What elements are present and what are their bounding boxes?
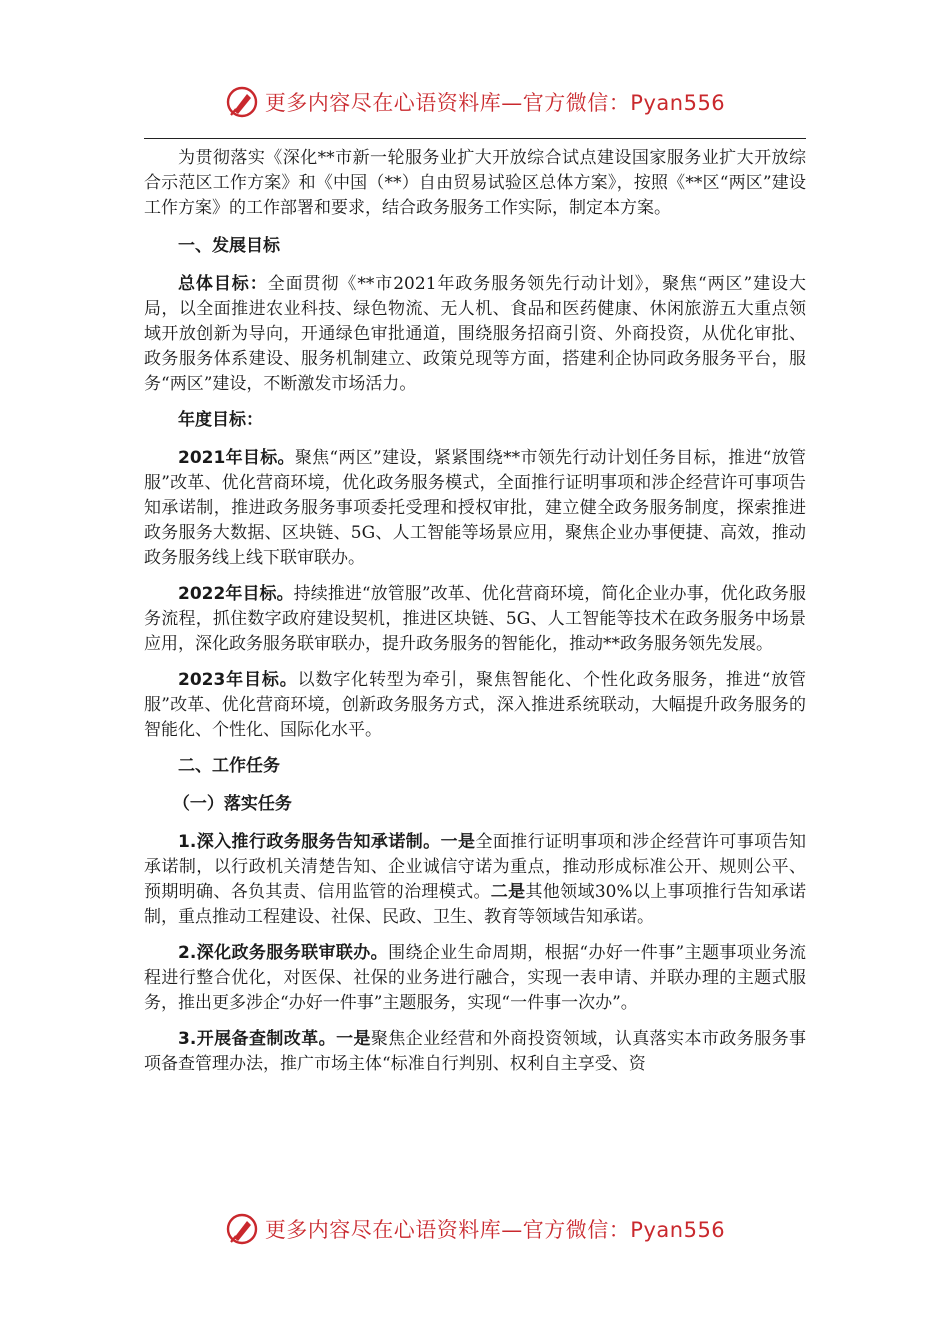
- document-body: [144, 146, 806, 1088]
- goal-2022-paragraph: [144, 582, 806, 657]
- goal-2021-paragraph: [144, 446, 806, 571]
- overall-goal-text: 全面贯彻《**市2021年政务服务领先行动计划》，聚焦“两区”建设大局，以全面推进农业科技、绿色物流、无人机、食品和医药健康、休闲旅游五大重点领域开放创新为导向，开通绿色审批通道，围绕服务招商引资、外商投资，从优化审批、政务服务体系建设、服务机制建立、政策兑现等方面，搭建利企协同政务服务平台，服务“两区”建设，不断激发市场活力。: [144, 274, 806, 394]
- goal-2023-text: 以数字化转型为牵引，聚焦智能化、个性化政务服务，推进“放管服”改革、优化营商环境，创新政务服务方式，深入推进系统联动，大幅提升政务服务的智能化、个性化、国际化水平。: [144, 670, 806, 740]
- pen-nib-logo-icon: [225, 85, 259, 119]
- task-3-point-a-text: 聚焦企业经营和外商投资领域，认真落实本市政务服务事项备查管理办法，推广市场主体“标准自行判别、权利自主享受、资: [144, 1029, 807, 1074]
- goal-2022-lead: 2022年目标。: [178, 584, 294, 604]
- task-3-point-a-label: 一是: [336, 1029, 371, 1049]
- task-3-paragraph: [144, 1027, 806, 1077]
- overall-goal-paragraph: [144, 272, 806, 397]
- banner-text: 更多内容尽在心语资料库—官方微信：Pyan556: [264, 1218, 726, 1242]
- overall-goal-lead: 总体目标：: [178, 274, 268, 294]
- goal-2023-lead: 2023年目标。: [178, 670, 298, 690]
- banner-text: 更多内容尽在心语资料库—官方微信：Pyan556: [264, 91, 726, 115]
- pen-nib-logo-icon: [225, 1212, 259, 1246]
- task-1-point-a-text: 全面推行证明事项和涉企经营许可事项告知承诺制，以行政机关清楚告知、企业诚信守诺为重点，推动形成标准公开、规则公平、预期明确、各负其责、信用监管的治理模式。: [144, 832, 806, 902]
- footer-banner: [0, 1209, 950, 1249]
- task-1-point-a-label: 一是: [440, 832, 476, 852]
- task-2-text: 围绕企业生命周期，根据“办好一件事”主题事项业务流程进行整合优化，对医保、社保的业务进行融合，实现一表申请、并联办理的主题式服务，推出更多涉企“办好一件事”主题服务，实现“一件事一次办”。: [144, 943, 806, 1013]
- task-1-lead: 1.深入推行政务服务告知承诺制。: [178, 832, 441, 852]
- task-1-point-b-label: 二是: [490, 882, 526, 902]
- subsection-heading-1: （一）落实任务: [172, 794, 292, 814]
- goal-2021-lead: 2021年目标。: [178, 448, 295, 468]
- goal-2022-text: 持续推进“放管服”改革、优化营商环境，简化企业办事，优化政务服务流程，抓住数字政府建设契机，推进区块链、5G、人工智能等技术在政务服务中场景应用，深化政务服务联审联办，提升政务服务的智能化，推动**政务服务领先发展。: [144, 584, 806, 654]
- task-2-paragraph: [144, 941, 806, 1016]
- header-divider: [144, 138, 806, 139]
- task-1-point-b-text: 其他领域30%以上事项推行告知承诺制，重点推动工程建设、社保、民政、卫生、教育等领域告知承诺。: [144, 882, 806, 927]
- section-heading-1: 一、发展目标: [178, 236, 280, 256]
- intro-paragraph: 为贯彻落实《深化**市新一轮服务业扩大开放综合试点建设国家服务业扩大开放综合示范区工作方案》和《中国（**）自由贸易试验区总体方案》，按照《**区“两区”建设工作方案》的工作部署和要求，结合政务服务工作实际，制定本方案。: [144, 148, 806, 218]
- task-3-lead: 3.开展备查制改革。: [178, 1029, 337, 1049]
- goal-2021-text: 聚焦“两区”建设，紧紧围绕**市领先行动计划任务目标，推进“放管服”改革、优化营商环境，优化政务服务模式，全面推行证明事项和涉企经营许可事项告知承诺制，推进政务服务事项委托受理和授权审批，建立健全政务服务制度，探索推进政务服务大数据、区块链、5G、人工智能等场景应用，聚焦企业办事便捷、高效，推动政务服务线上线下联审联办。: [144, 448, 806, 568]
- annual-goal-heading: 年度目标：: [178, 410, 263, 430]
- task-2-lead: 2.深化政务服务联审联办。: [178, 943, 389, 963]
- section-heading-2: 二、工作任务: [178, 756, 280, 776]
- header-banner: [0, 82, 950, 122]
- goal-2023-paragraph: [144, 668, 806, 743]
- task-1-paragraph: [144, 830, 806, 930]
